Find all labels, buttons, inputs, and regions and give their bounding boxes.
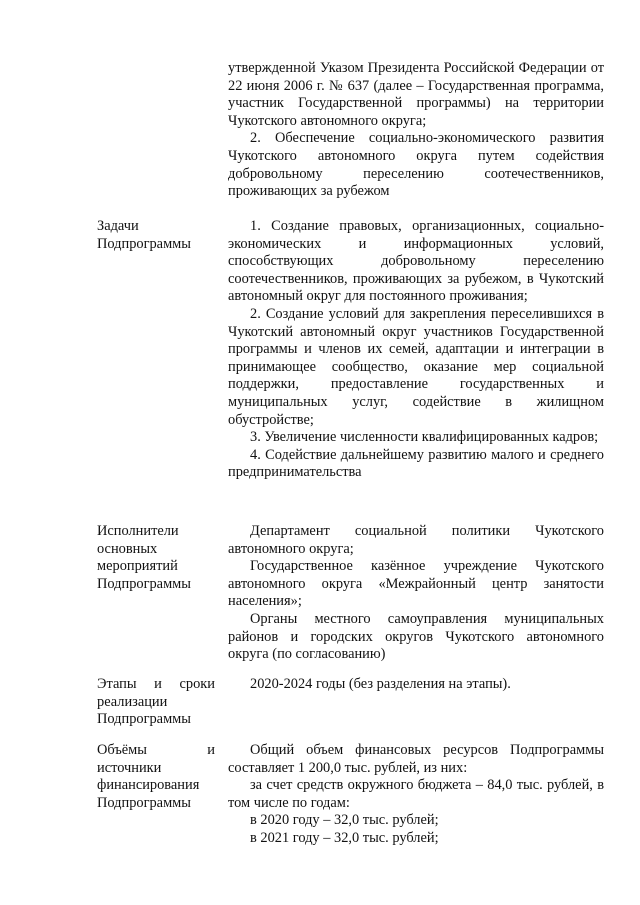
task-paragraph-4: 4. Содействие дальнейшему развитию малого и среднего предпринимательства [228,446,604,481]
stages-label-line-1 [97,676,215,694]
funding-paragraph-4: в 2021 году – 32,0 тыс. рублей; [250,829,439,846]
stages-label-word-3: сроки [179,676,215,692]
funding-paragraph-3: в 2020 году – 32,0 тыс. рублей; [250,812,439,829]
executors-content [228,523,604,664]
intro-paragraph-1: утвержденной Указом Президента Российской Федерации от 22 июня 2006 г. № 637 (далее – Государственная программа, участник Государственной программы) на территории Чукотского автономного округа; [228,60,604,129]
executor-paragraph-2: Государственное казённое учреждение Чукотского автономного округа «Межрайонный центр занятости населения»; [228,558,604,610]
funding-content [228,742,604,848]
stages-label [97,676,215,729]
funding-label-word-1: Объёмы [97,742,147,758]
funding-label-line-1 [97,742,215,760]
executor-paragraph-3: Органы местного самоуправления муниципальных районов и городских округов Чукотского автономного округа (по согласованию) [228,610,604,663]
executor-paragraph-1: Департамент социальной политики Чукотского автономного округа; [228,523,604,557]
funding-label-line-2: источники [97,759,162,776]
stages-label-word-1: Этапы [97,676,137,692]
stages-content [228,676,604,694]
stages-paragraph-1: 2020-2024 годы (без разделения на этапы). [250,676,511,692]
funding-label-line-4: Подпрограммы [97,794,191,811]
task-paragraph-2: 2. Создание условий для закрепления переселившихся в Чукотский автономный округ участников Государственной программы и членов их семей, адаптации и интеграции в принимающее сообщество, оказание мер социальной поддержки, предоставление государственных и муниципальных услуг, содействие в жилищном обустройстве; [228,305,604,428]
funding-label-word-2: и [207,742,215,758]
executors-label-line-1: Исполнители [97,523,179,539]
tasks-content [228,218,604,482]
intro-content [228,60,604,201]
funding-label [97,742,215,812]
tasks-label [97,218,215,253]
task-paragraph-1: 1. Создание правовых, организационных, социально-экономических и информационных условий, способствующих добровольному переселению соотечественников, проживающих за рубежом, в Чукотский автономный округ для постоянного проживания; [228,218,604,305]
executors-label-line-4: Подпрограммы [97,575,191,592]
funding-paragraph-2: за счет средств окружного бюджета – 84,0 тыс. рублей, в том числе по годам: [228,777,604,811]
intro-paragraph-2: 2. Обеспечение социально-экономического развития Чукотского автономного округа путем содействия добровольному переселению соотечественников, проживающих за рубежом [228,130,604,200]
task-paragraph-3: 3. Увеличение численности квалифицированных кадров; [250,429,599,446]
tasks-label-line-1: Задачи [97,218,139,234]
executors-label [97,523,215,593]
stages-label-word-2: и [154,676,162,692]
funding-label-line-3: финансирования [97,777,200,794]
executors-label-line-2: основных [97,540,158,557]
executors-label-line-3: мероприятий [97,558,178,575]
stages-label-line-3: Подпрограммы [97,711,191,728]
tasks-label-line-2: Подпрограммы [97,235,191,252]
funding-paragraph-1: Общий объем финансовых ресурсов Подпрограммы составляет 1 200,0 тыс. рублей, из них: [228,742,604,776]
stages-label-line-2: реализации [97,693,168,710]
